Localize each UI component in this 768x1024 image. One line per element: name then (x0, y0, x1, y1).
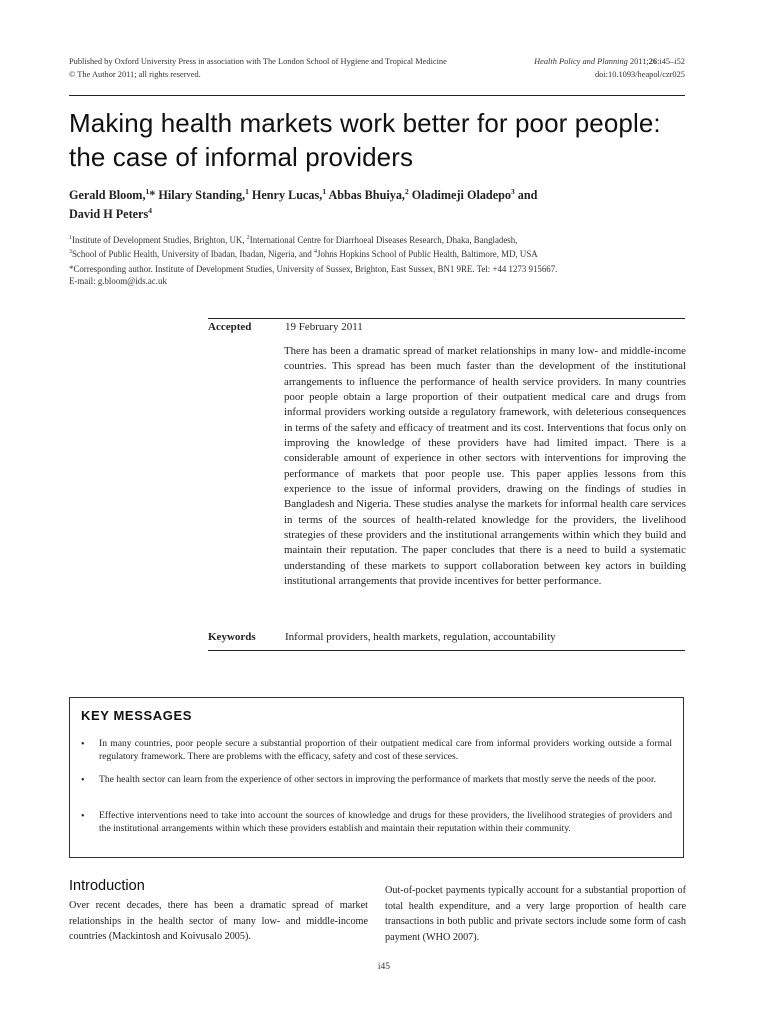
affiliation-mark: 3 (510, 187, 515, 196)
key-message-item: Effective interventions need to take into account the sources of knowledge and drugs for these providers, the livelihood strategies of providers and the institutional arrangements within which these providers establish and maintain their reputation within their community. (99, 810, 672, 835)
author-name: Abbas Bhuiya, (328, 188, 405, 203)
key-messages-heading: KEY MESSAGES (81, 708, 192, 723)
keywords-text: Informal providers, health markets, regulation, accountability (285, 631, 556, 643)
journal-pages: :i45–i52 (657, 57, 685, 66)
accepted-date: 19 February 2011 (285, 321, 363, 333)
affiliation-2: International Centre for Diarrhoeal Diseases Research, Dhaka, Bangladesh, (249, 234, 518, 245)
journal-name: Health Policy and Planning (534, 57, 628, 66)
affiliations: $^1$Institute of Development Studies, Brighton, UK, $^2$International Centre for Diarrhoeal Diseases Research, Dhaka, Bangladesh, $^3$School of Public Health, University of Ibadan, Ibadan, Nigeria, and $^4$Johns Hopkins School of Public Health, Baltimore, MD, USA (69, 234, 538, 259)
publisher-line-1: Published by Oxford University Press in association with The London School of Hygiene and Tropical Medicine (69, 57, 447, 66)
bullet-icon: • (81, 811, 85, 822)
affiliation-mark: 1 (322, 187, 327, 196)
author-conjunction: and (517, 188, 538, 203)
bullet-icon: • (81, 739, 85, 750)
citation-line (534, 56, 685, 69)
doi: doi:10.1093/heapol/czr025 (594, 69, 685, 79)
affiliation-mark: 4 (148, 206, 152, 216)
article-title: Making health markets work better for poor people: the case of informal providers (69, 108, 661, 172)
author-name: Oladimeji Oladepo (411, 188, 511, 203)
abstract-text: There has been a dramatic spread of market relationships in many low- and middle-income countries. This spread has been much faster than the development of the institutional arrangements to influence the performance of health service providers. In many countries poor people obtain a large proportion of their outpatient medical care and drugs from informal providers working outside a regulatory framework, with deleterious consequences in terms of the safety and efficacy of treatment and its cost. Interventions that focus only on improving the knowledge of these providers have had limited impact. There is a considerable amount of experience in other sectors with interventions for improving the performance of markets that poor people use. This paper applies lessons from this experience to the issue of informal providers, drawing on the findings of studies in Bangladesh and Nigeria. These studies analyse the markets for informal health care services in terms of the sources of health-related knowledge for the providers, the livelihood strategies of these providers and the institutional arrangements within which they build and maintain their reputation. The paper concludes that there is a need to build a systematic understanding of these markets to support collaboration between key actors in building institutional arrangements that provide incentives for better performance. (284, 345, 686, 588)
section-heading-introduction: Introduction (69, 878, 145, 894)
affiliation-3: School of Public Health, University of Ibadan, Ibadan, Nigeria, and (72, 248, 312, 259)
key-message-item: The health sector can learn from the experience of other sectors in improving the performance of markets that mostly serve the needs of the poor. (99, 774, 657, 785)
journal-volume: 26 (648, 57, 658, 66)
affiliation-4: Johns Hopkins School of Public Health, Baltimore, MD, USA (317, 248, 538, 259)
corresponding-email: E-mail: g.bloom@ids.ac.uk (69, 275, 167, 286)
affiliation-mark: 2 (404, 187, 409, 196)
accepted-label: Accepted (208, 321, 252, 333)
abstract-rule-bottom (208, 650, 685, 651)
affiliation-mark: 1 (145, 187, 150, 196)
author-name: Henry Lucas, (251, 188, 323, 203)
body-paragraph-right: Out-of-pocket payments typically account for a substantial proportion of total health expenditure, and a very large proportion of health care transactions in both public and private sectors include some form of cash payment (WHO 2007). (385, 885, 686, 944)
abstract-rule-top (208, 318, 685, 319)
author-name: David H Peters (69, 207, 149, 222)
affiliation-1: Institute of Development Studies, Brighton, UK, (72, 234, 245, 245)
author-name: Hilary Standing, (158, 188, 246, 203)
corresponding-mark: * (149, 188, 156, 203)
publisher-notice (69, 56, 447, 81)
author-list (69, 184, 689, 222)
journal-year: 2011; (629, 57, 649, 66)
affiliation-mark: 1 (245, 187, 249, 196)
citation-block (534, 56, 685, 81)
author-name: Gerald Bloom, (69, 188, 146, 203)
page-number: i45 (377, 962, 391, 972)
body-paragraph-left: Over recent decades, there has been a dramatic spread of market relationships in the health sector of many low- and middle-income countries (Mackintosh and Koivusalo 2005). (69, 900, 368, 943)
bullet-icon: • (81, 775, 85, 786)
corresponding-author (69, 264, 689, 288)
keywords-label: Keywords (208, 631, 256, 643)
corresponding-address: *Corresponding author. Institute of Development Studies, University of Sussex, Brighton, East Sussex, BN1 9RE. Tel: +44 1273 915667. (69, 264, 558, 274)
copyright-line: © The Author 2011; all rights reserved. (69, 69, 201, 79)
header-rule (69, 95, 685, 96)
key-message-item: In many countries, poor people secure a substantial proportion of their outpatient medical care from informal providers working outside a formal regulatory framework. There are problems with the efficacy, safety and cost of these services. (99, 738, 672, 763)
